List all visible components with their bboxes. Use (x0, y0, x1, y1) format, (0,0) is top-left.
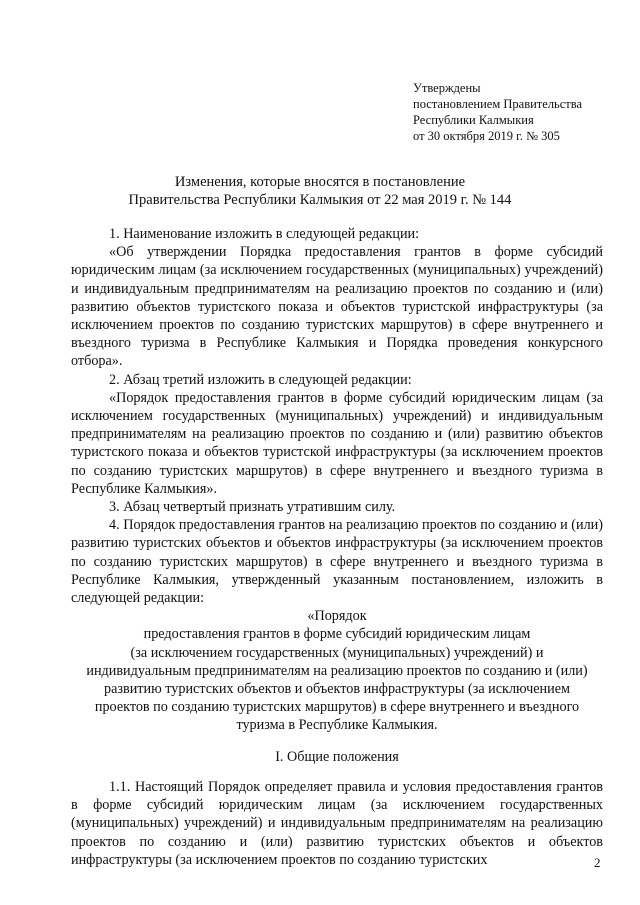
paragraph: 1. Наименование изложить в следующей редакции: (109, 226, 420, 242)
title-line: Изменения, которые вносятся в постановление (174, 174, 466, 190)
paragraph: 4. Порядок предоставления грантов на реализацию проектов по созданию и (или) развитию туристских объектов и объектов инфраструктуры (за исключением проектов по созданию туристских маршрутов) в сфере внутреннего и въездного туризма в Республике Калмыкия, утвержденный указанным постановлением, изложить в следующей редакции: (71, 517, 603, 607)
order-title-line: (за исключением государственных (муниципальных) учреждений) и (130, 644, 544, 661)
order-title-line: проектов по созданию туристских маршрутов) в сфере внутреннего и въездного (94, 699, 580, 716)
paragraph: 1.1. Настоящий Порядок определяет правила и условия предоставления грантов в форме субсидий юридическим лицам (за исключением государственных (муниципальных) учреждений) и индивидуальным предпринимателям на реализацию проектов по созданию и (или) развитию туристских объектов и объектов инфраструктуры (за исключением проектов по созданию туристских (71, 778, 603, 868)
paragraph: «Об утверждении Порядка предоставления грантов в форме субсидий юридическим лицам (за исключением государственных (муниципальных) учреждений) и индивидуальным предпринимателям на реализацию проектов по созданию и (или) развитию объектов туристского показа и объектов туристской инфраструктуры (за исключением проектов по созданию туристских маршрутов) в сфере внутреннего и въездного туризма в Республике Калмыкия и Порядка проведения конкурсного отбора». (71, 244, 603, 370)
approval-line: Утверждены (413, 81, 481, 95)
approval-line: Республики Калмыкия (413, 113, 534, 127)
order-title-line: предоставления грантов в форме субсидий юридическим лицам (143, 626, 531, 643)
title-line: Правительства Республики Калмыкия от 22 мая 2019 г. № 144 (128, 192, 512, 208)
document-title (60, 173, 580, 209)
paragraph: 3. Абзац четвертый признать утратившим силу. (109, 499, 396, 516)
order-title-line: туризма в Республике Калмыкия. (236, 717, 438, 734)
paragraph: 2. Абзац третий изложить в следующей редакции: (109, 371, 412, 388)
approval-line: от 30 октября 2019 г. № 305 (413, 129, 560, 143)
approval-line: постановлением Правительства (413, 97, 583, 111)
order-title-line: развитию туристских объектов и объектов инфраструктуры (за исключением (104, 681, 570, 698)
order-title-line: «Порядок (307, 608, 367, 625)
approval-block (413, 80, 582, 144)
section-heading: I. Общие положения (275, 748, 399, 765)
order-title-line: индивидуальным предпринимателям на реализацию проектов по созданию и (или) (86, 662, 588, 679)
document-body (71, 225, 603, 869)
paragraph: «Порядок предоставления грантов в форме субсидий юридическим лицам (за исключением государственных (муниципальных) учреждений) и индивидуальным предпринимателям на реализацию проектов по созданию и (или) развитию объектов туристского показа и объектов туристской инфраструктуры (за исключением проектов по созданию туристских маршрутов) в сфере внутреннего и въездного туризма в Республике Калмыкия». (71, 389, 603, 497)
order-title (71, 607, 603, 734)
page-number: 2 (594, 855, 601, 870)
